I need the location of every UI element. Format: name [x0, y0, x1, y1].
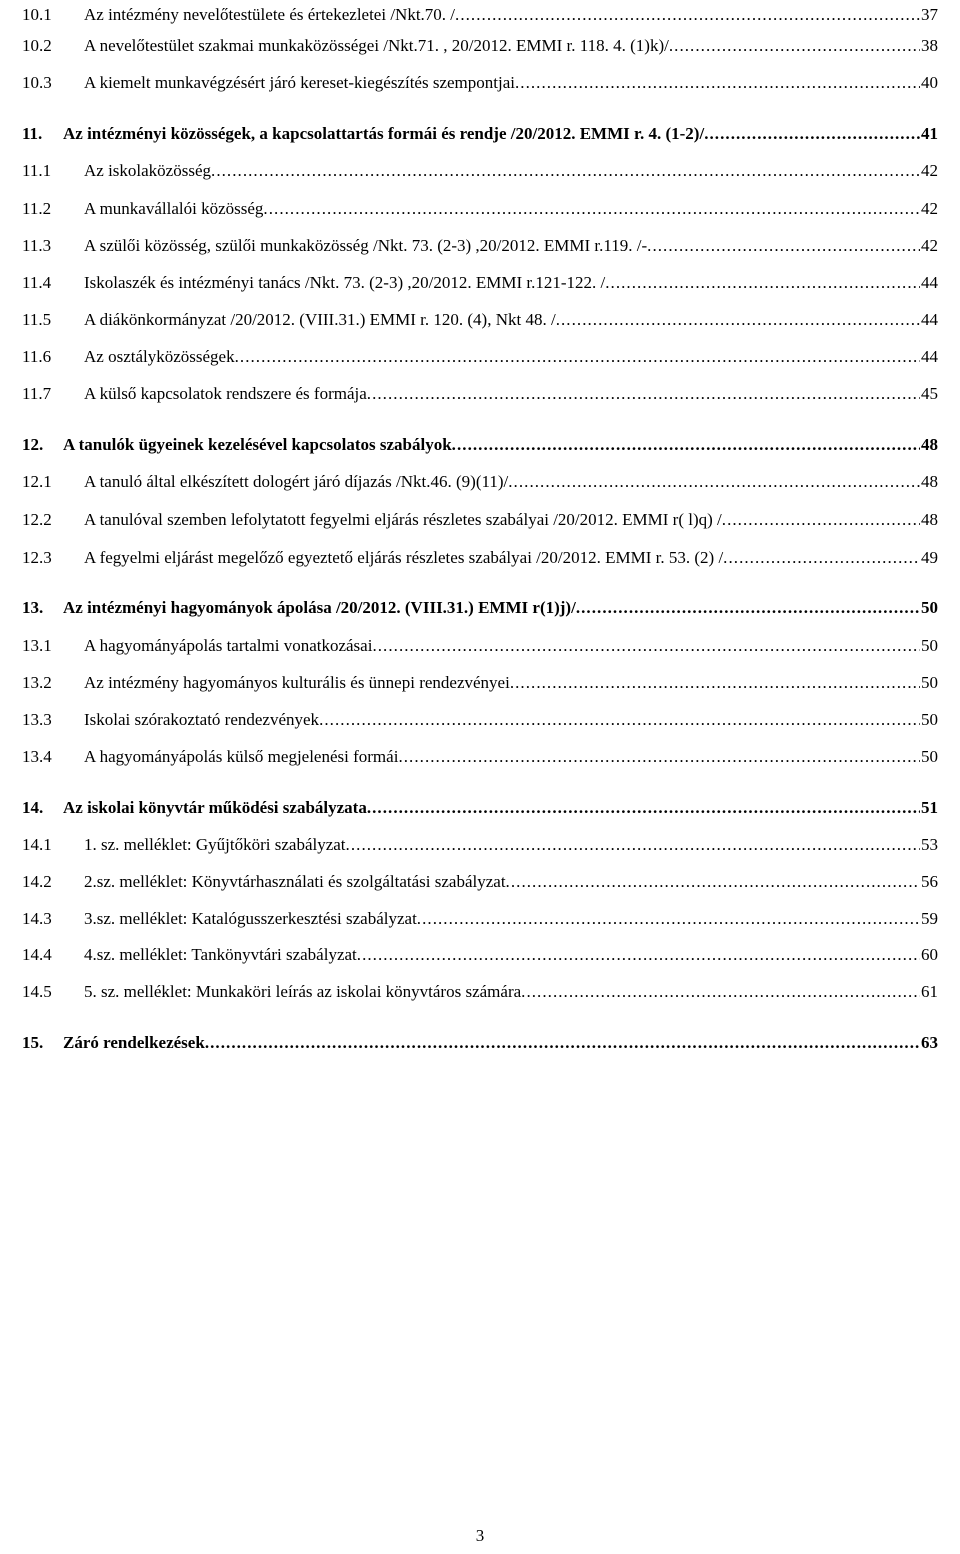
toc-entry-line	[84, 942, 938, 968]
toc-dot-leader	[515, 73, 920, 93]
toc-entry-line	[84, 307, 938, 333]
toc-section-entry[interactable]	[0, 595, 960, 621]
toc-entry-line	[84, 744, 938, 770]
toc-entry-title: A kiemelt munkavégzésért járó kereset-kiegészítés szempontjai	[84, 73, 515, 92]
toc-subsection-entry[interactable]	[0, 979, 960, 1005]
toc-dot-leader	[367, 798, 920, 818]
toc-dot-leader	[452, 435, 920, 455]
toc-entry-number: 11.7	[22, 384, 52, 403]
toc-entry-page: 50	[921, 673, 938, 692]
toc-subsection-entry[interactable]	[0, 832, 960, 858]
toc-dot-leader	[398, 747, 920, 767]
toc-entry-number: 13.	[22, 598, 44, 617]
toc-dot-leader	[506, 872, 920, 892]
toc-dot-leader	[205, 1033, 920, 1053]
toc-entry-number: 12.	[22, 435, 44, 454]
toc-entry-page: 49	[921, 548, 938, 567]
toc-entry-number: 10.1	[22, 5, 52, 24]
toc-dot-leader	[669, 36, 920, 56]
toc-dot-leader	[417, 909, 920, 929]
toc-subsection-entry[interactable]	[0, 545, 960, 571]
toc-dot-leader	[647, 236, 920, 256]
toc-dot-leader	[263, 199, 920, 219]
toc-entry-line	[84, 33, 938, 59]
toc-entry-page: 50	[921, 710, 938, 729]
toc-entry-line	[84, 633, 938, 659]
toc-subsection-entry[interactable]	[0, 70, 960, 96]
toc-entry-title: Iskolaszék és intézményi tanács /Nkt. 73. (2-3) ,20/2012. EMMI r.121-122. /	[84, 273, 606, 292]
toc-entry-number: 11.6	[22, 347, 52, 366]
toc-entry-number: 14.5	[22, 982, 52, 1001]
toc-entry-title: Az intézményi közösségek, a kapcsolattartás formái és rendje /20/2012. EMMI r. 4. (1-2)/	[63, 124, 705, 143]
toc-entry-line	[84, 70, 938, 96]
toc-subsection-entry[interactable]	[0, 469, 960, 495]
toc-entry-title: 3.sz. melléklet: Katalógusszerkesztési szabályzat	[84, 909, 417, 928]
toc-entry-line	[84, 507, 938, 533]
toc-section-entry[interactable]	[0, 795, 960, 821]
toc-subsection-entry[interactable]	[0, 381, 960, 407]
toc-entry-number: 11.1	[22, 161, 52, 180]
toc-entry-number: 13.4	[22, 747, 52, 766]
toc-subsection-entry[interactable]	[0, 633, 960, 659]
toc-entry-page: 48	[921, 472, 938, 491]
toc-dot-leader	[723, 548, 920, 568]
toc-entry-title: A tanulóval szemben lefolytatott fegyelmi eljárás részletes szabályai /20/2012. EMMI r( l)q) /	[84, 510, 722, 529]
toc-entry-number: 12.1	[22, 472, 52, 491]
toc-dot-leader	[508, 472, 920, 492]
toc-entry-page: 56	[921, 872, 938, 891]
toc-subsection-entry[interactable]	[0, 233, 960, 259]
toc-subsection-entry[interactable]	[0, 307, 960, 333]
toc-entry-title: Az osztályközösségek	[84, 347, 235, 366]
toc-entry-line	[84, 2, 938, 28]
toc-entry-page: 50	[921, 747, 938, 766]
toc-entry-line	[63, 432, 938, 458]
toc-entry-line	[84, 545, 938, 571]
toc-dot-leader	[357, 945, 920, 965]
toc-entry-title: Iskolai szórakoztató rendezvények	[84, 710, 320, 729]
toc-entry-title: A munkavállalói közösség	[84, 199, 264, 218]
toc-dot-leader	[576, 598, 920, 618]
toc-entry-line	[84, 707, 938, 733]
toc-entry-title: Az iskolaközösség	[84, 161, 212, 180]
toc-entry-line	[84, 158, 938, 184]
toc-entry-page: 37	[921, 5, 938, 24]
toc-entry-title: 1. sz. melléklet: Gyűjtőköri szabályzat	[84, 835, 346, 854]
toc-subsection-entry[interactable]	[0, 942, 960, 968]
toc-entry-number: 13.1	[22, 636, 52, 655]
toc-subsection-entry[interactable]	[0, 707, 960, 733]
toc-entry-page: 42	[921, 236, 938, 255]
toc-entry-title: Az intézmény hagyományos kulturális és ünnepi rendezvényei	[84, 673, 510, 692]
toc-entry-title: A külső kapcsolatok rendszere és formája	[84, 384, 367, 403]
toc-entry-title: 4.sz. melléklet: Tankönyvtári szabályzat	[84, 945, 357, 964]
toc-entry-title: A nevelőtestület szakmai munkaközösségei /Nkt.71. , 20/2012. EMMI r. 118. 4. (1)k)/	[84, 36, 669, 55]
toc-entry-line	[84, 469, 938, 495]
toc-entry-line	[84, 344, 938, 370]
toc-entry-page: 48	[921, 510, 938, 529]
toc-subsection-entry[interactable]	[0, 869, 960, 895]
toc-entry-page: 40	[921, 73, 938, 92]
toc-entry-line	[84, 869, 938, 895]
toc-entry-page: 41	[921, 124, 938, 143]
toc-entry-page: 42	[921, 199, 938, 218]
toc-entry-number: 11.5	[22, 310, 52, 329]
toc-dot-leader	[722, 510, 920, 530]
toc-entry-page: 42	[921, 161, 938, 180]
toc-entry-page: 51	[921, 798, 938, 817]
toc-entry-number: 11.3	[22, 236, 52, 255]
toc-entry-title: A hagyományápolás tartalmi vonatkozásai	[84, 636, 373, 655]
toc-subsection-entry[interactable]	[0, 270, 960, 296]
toc-entry-title: Záró rendelkezések	[63, 1033, 205, 1052]
toc-entry-page: 53	[921, 835, 938, 854]
toc-dot-leader	[372, 636, 920, 656]
toc-entry-line	[84, 906, 938, 932]
toc-subsection-entry[interactable]	[0, 33, 960, 59]
toc-entry-page: 63	[921, 1033, 938, 1052]
toc-entry-page: 44	[921, 310, 938, 329]
toc-entry-number: 14.3	[22, 909, 52, 928]
toc-dot-leader	[319, 710, 920, 730]
toc-dot-leader	[510, 673, 920, 693]
toc-entry-page: 50	[921, 636, 938, 655]
toc-entry-page: 45	[921, 384, 938, 403]
toc-subsection-entry[interactable]	[0, 344, 960, 370]
toc-entry-title: A hagyományápolás külső megjelenési formái	[84, 747, 399, 766]
toc-entry-title: A tanulók ügyeinek kezelésével kapcsolatos szabályok	[63, 435, 452, 454]
toc-dot-leader	[346, 835, 920, 855]
toc-entry-number: 13.2	[22, 673, 52, 692]
toc-entry-title: A diákönkormányzat /20/2012. (VIII.31.) EMMI r. 120. (4), Nkt 48. /	[84, 310, 556, 329]
toc-entry-number: 11.4	[22, 273, 52, 292]
toc-entry-line	[84, 670, 938, 696]
toc-entry-line	[63, 795, 938, 821]
toc-subsection-entry[interactable]	[0, 196, 960, 222]
toc-entry-line	[63, 121, 938, 147]
toc-entry-line	[84, 196, 938, 222]
toc-dot-leader	[455, 5, 920, 25]
toc-entry-page: 59	[921, 909, 938, 928]
toc-entry-title: Az intézményi hagyományok ápolása /20/2012. (VIII.31.) EMMI r(1)j)/	[63, 598, 576, 617]
page-number: 3	[475, 1526, 485, 1545]
toc-dot-leader	[605, 273, 920, 293]
toc-subsection-entry[interactable]	[0, 158, 960, 184]
toc-entry-number: 10.3	[22, 73, 52, 92]
toc-subsection-entry[interactable]	[0, 744, 960, 770]
toc-entry-number: 14.4	[22, 945, 52, 964]
toc-subsection-entry[interactable]	[0, 2, 960, 28]
toc-entry-number: 15.	[22, 1033, 44, 1052]
toc-dot-leader	[556, 310, 920, 330]
toc-entry-page: 38	[921, 36, 938, 55]
toc-subsection-entry[interactable]	[0, 507, 960, 533]
toc-entry-number: 11.	[22, 124, 43, 143]
toc-entry-page: 61	[921, 982, 938, 1001]
toc-entry-number: 11.2	[22, 199, 52, 218]
toc-dot-leader	[235, 347, 920, 367]
toc-entry-line	[84, 270, 938, 296]
toc-entry-number: 12.2	[22, 510, 52, 529]
toc-subsection-entry[interactable]	[0, 670, 960, 696]
toc-dot-leader	[367, 384, 920, 404]
toc-dot-leader	[211, 161, 920, 181]
toc-section-entry[interactable]	[0, 121, 960, 147]
toc-entry-number: 13.3	[22, 710, 52, 729]
toc-entry-line	[63, 1030, 938, 1056]
toc-entry-page: 44	[921, 273, 938, 292]
toc-subsection-entry[interactable]	[0, 906, 960, 932]
toc-entry-line	[84, 832, 938, 858]
toc-entry-page: 50	[921, 598, 938, 617]
toc-entry-title: 5. sz. melléklet: Munkaköri leírás az iskolai könyvtáros számára	[84, 982, 522, 1001]
toc-entry-title: A szülői közösség, szülői munkaközösség /Nkt. 73. (2-3) ,20/2012. EMMI r.119. /-	[84, 236, 648, 255]
toc-entry-line	[84, 979, 938, 1005]
toc-section-entry[interactable]	[0, 1030, 960, 1056]
toc-entry-line	[63, 595, 938, 621]
toc-entry-page: 48	[921, 435, 938, 454]
toc-dot-leader	[704, 124, 920, 144]
toc-entry-title: A tanuló által elkészített dologért járó díjazás /Nkt.46. (9)(11)/	[84, 472, 509, 491]
toc-section-entry[interactable]	[0, 432, 960, 458]
toc-entry-line	[84, 381, 938, 407]
toc-entry-number: 10.2	[22, 36, 52, 55]
toc-entry-number: 14.2	[22, 872, 52, 891]
toc-entry-line	[84, 233, 938, 259]
toc-dot-leader	[521, 982, 920, 1002]
toc-entry-number: 14.	[22, 798, 44, 817]
toc-entry-number: 12.3	[22, 548, 52, 567]
toc-entry-title: A fegyelmi eljárást megelőző egyeztető eljárás részletes szabályai /20/2012. EMMI r. 53. (2) /	[84, 548, 724, 567]
toc-entry-page: 60	[921, 945, 938, 964]
toc-entry-title: Az iskolai könyvtár működési szabályzata	[63, 798, 367, 817]
toc-entry-number: 14.1	[22, 835, 52, 854]
toc-entry-page: 44	[921, 347, 938, 366]
toc-entry-title: 2.sz. melléklet: Könyvtárhasználati és szolgáltatási szabályzat	[84, 872, 506, 891]
toc-entry-title: Az intézmény nevelőtestülete és értekezletei /Nkt.70. /	[84, 5, 456, 24]
